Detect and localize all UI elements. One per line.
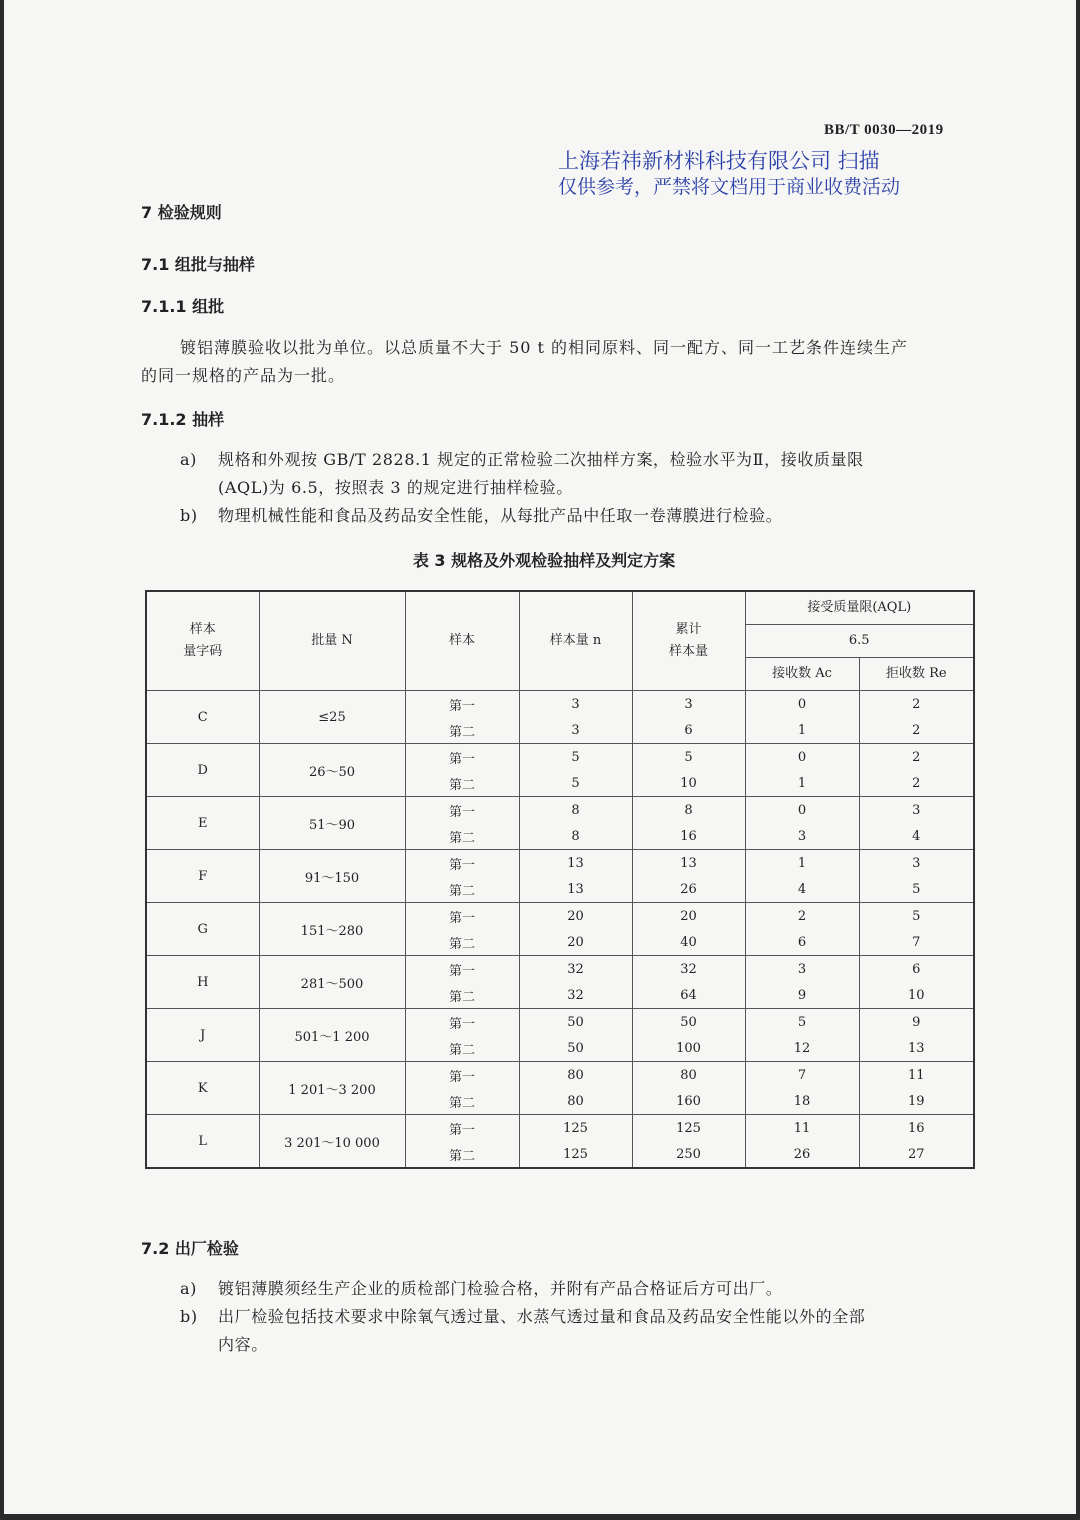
cumulative-size-cell: 250 (632, 1141, 745, 1168)
sample-stage-cell: 第二 (405, 929, 519, 956)
lot-size-cell: 1 201～3 200 (259, 1062, 405, 1115)
item-text: 物理机械性能和食品及药品安全性能，从每批产品中任取一卷薄膜进行检验。 (218, 506, 783, 525)
accept-number-cell: 0 (745, 744, 859, 771)
accept-number-cell: 4 (745, 876, 859, 903)
sample-size-cell: 20 (519, 929, 632, 956)
table-row (146, 797, 974, 824)
reject-number-cell: 10 (859, 982, 974, 1009)
accept-number-cell: 2 (745, 903, 859, 930)
sample-size-cell: 32 (519, 956, 632, 983)
item-text (218, 1303, 978, 1359)
reject-number-cell: 5 (859, 903, 974, 930)
item-label: a) (180, 1279, 197, 1298)
sample-stage-cell: 第一 (405, 903, 519, 930)
header-sample: 样本 (405, 591, 519, 691)
reject-number-cell: 7 (859, 929, 974, 956)
section-7-title: 7 检验规则 (141, 203, 222, 222)
reject-number-cell: 6 (859, 956, 974, 983)
document-page (4, 0, 1076, 1514)
grouping-paragraph-line-1: 镀铝薄膜验收以批为单位。以总质量不大于 50 t 的相同原料、同一配方、同一工艺条件连续生产 (180, 338, 909, 357)
watermark-stamp (558, 148, 900, 200)
sample-size-cell: 80 (519, 1062, 632, 1089)
sample-stage-cell: 第一 (405, 691, 519, 718)
sample-size-cell: 8 (519, 823, 632, 850)
table-row (146, 903, 974, 930)
item-label: a) (180, 450, 197, 469)
header-aql-value: 6.5 (745, 625, 974, 658)
sample-stage-cell: 第二 (405, 1035, 519, 1062)
sample-size-cell: 5 (519, 744, 632, 771)
cumulative-size-cell: 10 (632, 770, 745, 797)
accept-number-cell: 12 (745, 1035, 859, 1062)
sample-stage-cell: 第一 (405, 956, 519, 983)
reject-number-cell: 9 (859, 1009, 974, 1036)
header-cumulative (632, 591, 745, 691)
section-7-1-1-title: 7.1.1 组批 (141, 297, 225, 316)
table-row (146, 744, 974, 771)
reject-number-cell: 5 (859, 876, 974, 903)
reject-number-cell: 16 (859, 1115, 974, 1142)
accept-number-cell: 3 (745, 956, 859, 983)
sample-code-cell: H (146, 956, 259, 1009)
header-lot-size: 批量 N (259, 591, 405, 691)
table-row (146, 850, 974, 877)
table-row (146, 956, 974, 983)
item-text-line-1: 规格和外观按 GB/T 2828.1 规定的正常检验二次抽样方案，检验水平为Ⅱ，接收质量限 (218, 450, 864, 469)
item-text: 镀铝薄膜须经生产企业的质检部门检验合格，并附有产品合格证后方可出厂。 (218, 1279, 783, 1298)
lot-size-cell: 501～1 200 (259, 1009, 405, 1062)
header-code (146, 591, 259, 691)
sample-stage-cell: 第一 (405, 1009, 519, 1036)
cumulative-size-cell: 64 (632, 982, 745, 1009)
sample-size-cell: 20 (519, 903, 632, 930)
sample-size-cell: 8 (519, 797, 632, 824)
item-label: b) (180, 1307, 198, 1326)
cumulative-size-cell: 160 (632, 1088, 745, 1115)
section-7-1-title: 7.1 组批与抽样 (141, 255, 255, 274)
sample-size-cell: 125 (519, 1141, 632, 1168)
accept-number-cell: 0 (745, 691, 859, 718)
sample-code-cell: D (146, 744, 259, 797)
sample-stage-cell: 第一 (405, 797, 519, 824)
reject-number-cell: 2 (859, 744, 974, 771)
cumulative-size-cell: 40 (632, 929, 745, 956)
sample-size-cell: 50 (519, 1009, 632, 1036)
reject-number-cell: 13 (859, 1035, 974, 1062)
header-reject: 拒收数 Re (859, 658, 974, 691)
lot-size-cell: 151～280 (259, 903, 405, 956)
reject-number-cell: 2 (859, 717, 974, 744)
accept-number-cell: 1 (745, 770, 859, 797)
section-7-2-title: 7.2 出厂检验 (141, 1239, 239, 1258)
section-7-1-2-title: 7.1.2 抽样 (141, 410, 225, 429)
sample-code-cell: E (146, 797, 259, 850)
table-row (146, 1115, 974, 1142)
sample-stage-cell: 第二 (405, 770, 519, 797)
table-row (146, 691, 974, 718)
header-cumulative-line-2: 样本量 (668, 644, 708, 659)
accept-number-cell: 9 (745, 982, 859, 1009)
sample-size-cell: 5 (519, 770, 632, 797)
item-text-line-2: 内容。 (218, 1335, 268, 1354)
lot-size-cell: ≤25 (259, 691, 405, 744)
cumulative-size-cell: 50 (632, 1009, 745, 1036)
sample-stage-cell: 第一 (405, 744, 519, 771)
sample-stage-cell: 第一 (405, 1062, 519, 1089)
sample-stage-cell: 第二 (405, 982, 519, 1009)
sample-size-cell: 50 (519, 1035, 632, 1062)
sample-code-cell: G (146, 903, 259, 956)
sample-stage-cell: 第二 (405, 1088, 519, 1115)
accept-number-cell: 1 (745, 717, 859, 744)
lot-size-cell: 91～150 (259, 850, 405, 903)
accept-number-cell: 6 (745, 929, 859, 956)
sample-code-cell: C (146, 691, 259, 744)
item-text-line-2: (AQL)为 6.5，按照表 3 的规定进行抽样检验。 (218, 478, 573, 497)
accept-number-cell: 7 (745, 1062, 859, 1089)
cumulative-size-cell: 13 (632, 850, 745, 877)
sample-size-cell: 125 (519, 1115, 632, 1142)
accept-number-cell: 26 (745, 1141, 859, 1168)
cumulative-size-cell: 5 (632, 744, 745, 771)
sample-code-cell: F (146, 850, 259, 903)
table-row (146, 1062, 974, 1089)
item-text-line-1: 出厂检验包括技术要求中除氧气透过量、水蒸气透过量和食品及药品安全性能以外的全部 (218, 1307, 866, 1326)
sample-code-cell: K (146, 1062, 259, 1115)
sample-stage-cell: 第二 (405, 823, 519, 850)
stamp-line-2: 仅供参考，严禁将文档用于商业收费活动 (558, 176, 901, 198)
cumulative-size-cell: 20 (632, 903, 745, 930)
header-code-line-2: 量字码 (183, 644, 223, 659)
reject-number-cell: 27 (859, 1141, 974, 1168)
accept-number-cell: 11 (745, 1115, 859, 1142)
cumulative-size-cell: 3 (632, 691, 745, 718)
cumulative-size-cell: 8 (632, 797, 745, 824)
header-aql: 接受质量限(AQL) (745, 591, 974, 625)
sample-size-cell: 3 (519, 691, 632, 718)
reject-number-cell: 3 (859, 797, 974, 824)
sampling-table (145, 590, 975, 1169)
header-accept: 接收数 Ac (745, 658, 859, 691)
header-code-line-1: 样本 (189, 622, 216, 637)
sample-code-cell: L (146, 1115, 259, 1169)
reject-number-cell: 4 (859, 823, 974, 850)
accept-number-cell: 18 (745, 1088, 859, 1115)
sample-size-cell: 80 (519, 1088, 632, 1115)
header-sample-size: 样本量 n (519, 591, 632, 691)
sample-stage-cell: 第二 (405, 876, 519, 903)
stamp-line-1: 上海若祎新材料科技有限公司 扫描 (558, 149, 880, 173)
cumulative-size-cell: 80 (632, 1062, 745, 1089)
item-label: b) (180, 506, 198, 525)
accept-number-cell: 1 (745, 850, 859, 877)
table-3-caption: 表 3 规格及外观检验抽样及判定方案 (412, 551, 676, 570)
lot-size-cell: 51～90 (259, 797, 405, 850)
lot-size-cell: 3 201～10 000 (259, 1115, 405, 1169)
sample-size-cell: 13 (519, 876, 632, 903)
cumulative-size-cell: 32 (632, 956, 745, 983)
sample-stage-cell: 第二 (405, 717, 519, 744)
reject-number-cell: 3 (859, 850, 974, 877)
sample-stage-cell: 第一 (405, 850, 519, 877)
item-text (218, 446, 978, 502)
sample-stage-cell: 第一 (405, 1115, 519, 1142)
cumulative-size-cell: 125 (632, 1115, 745, 1142)
accept-number-cell: 3 (745, 823, 859, 850)
header-cumulative-line-1: 累计 (675, 622, 702, 637)
sample-size-cell: 13 (519, 850, 632, 877)
sample-size-cell: 3 (519, 717, 632, 744)
cumulative-size-cell: 26 (632, 876, 745, 903)
reject-number-cell: 11 (859, 1062, 974, 1089)
accept-number-cell: 0 (745, 797, 859, 824)
sample-stage-cell: 第二 (405, 1141, 519, 1168)
lot-size-cell: 26～50 (259, 744, 405, 797)
lot-size-cell: 281～500 (259, 956, 405, 1009)
cumulative-size-cell: 16 (632, 823, 745, 850)
reject-number-cell: 2 (859, 691, 974, 718)
sample-size-cell: 32 (519, 982, 632, 1009)
table-row (146, 1009, 974, 1036)
reject-number-cell: 19 (859, 1088, 974, 1115)
standard-code: BB/T 0030—2019 (824, 122, 944, 138)
reject-number-cell: 2 (859, 770, 974, 797)
cumulative-size-cell: 6 (632, 717, 745, 744)
grouping-paragraph-line-2: 的同一规格的产品为一批。 (141, 366, 346, 385)
accept-number-cell: 5 (745, 1009, 859, 1036)
cumulative-size-cell: 100 (632, 1035, 745, 1062)
sample-code-cell: J (146, 1009, 259, 1062)
